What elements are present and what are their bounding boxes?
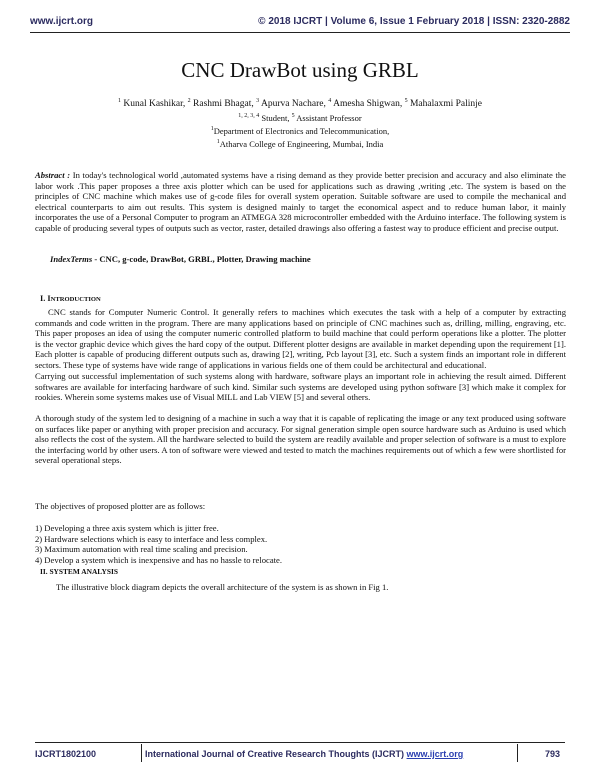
footer-divider bbox=[35, 742, 565, 743]
author-4-name: Amesha Shigwan, bbox=[333, 99, 403, 109]
objectives-intro: The objectives of proposed plotter are as follows: bbox=[35, 501, 206, 511]
author-4-sup: 4 bbox=[328, 97, 332, 104]
section-1-heading bbox=[40, 293, 101, 305]
roles-sup-a: 1, 2, 3, 4 bbox=[238, 113, 260, 120]
roles-text-b: Assistant Professor bbox=[294, 113, 362, 123]
roles-sup-b: 5 bbox=[291, 113, 295, 120]
intro-paragraph-3: A thorough study of the system led to designing of a machine in such a way that it is capable of replicating the image or any text produced using software on surfaces like paper or anything with proper precision and accuracy. For signal generation simple open source hardware such as Arduino is used which also reflects the cost of the system. All the hardware selected to build the system are readily available and proper selection of software is a must to explore the interfacing world by other users. A ton of software were viewed and tested to match the machines requirements out of which a few were shortlisted for several operational steps. bbox=[35, 413, 566, 466]
intro-paragraph-2: Carrying out successful implementation of such systems along with hardware, software plays an important role in achieving the result aimed. Different softwares are available for interfacing hardware of such kind. Similar such systems are developed using python software [3] which make it complex for rookies. Wherein some systems makes use of Visual MILL and Lab VIEW [5] and several others. bbox=[35, 371, 566, 403]
footer-journal-link[interactable]: www.ijcrt.org bbox=[406, 749, 464, 759]
author-2-sup: 2 bbox=[187, 97, 191, 104]
affiliation-college bbox=[0, 139, 600, 150]
roles-text-a: Student, bbox=[259, 113, 292, 123]
footer-paper-id: IJCRT1802100 bbox=[35, 749, 97, 759]
section-1-heading-rest: NTRODUCTION bbox=[50, 296, 101, 303]
footer-page-number: 793 bbox=[544, 749, 560, 759]
section-1-heading-cap: I bbox=[47, 294, 51, 303]
objective-item: 2) Hardware selections which is easy to interface and less complex. bbox=[35, 533, 268, 544]
intro-paragraph-1: CNC stands for Computer Numeric Control. It generally refers to machines which executes the task with a help of a computer by extracting commands and code written in the program. There are many applications based on principle of CNC machines such as, drilling, milling, engraving, etc. This paper proposes an idea of using the computer numeric controlled platform to build machine that could perform operations like a plotter. The plotter is the vector graphic device which gives the hard copy of the output. Different plotter designs are available in market depending upon the requirement [1]. Each plotter is capable of producing different outputs such as, drawing [2], writing, Pcb layout [3], etc. Such a system finds an important role in different sectors. These type of systems have wide range of applications in various fields one of them could be architectural and educational. bbox=[35, 307, 566, 370]
author-1-name: Kunal Kashikar, bbox=[123, 99, 186, 109]
header-citation: © 2018 IJCRT | Volume 6, Issue 1 February 2018 | ISSN: 2320-2882 bbox=[258, 16, 570, 27]
section-1-numeral: I. bbox=[40, 294, 48, 303]
system-analysis-paragraph: The illustrative block diagram depicts the overall architecture of the system is as shown in Fig 1. bbox=[56, 582, 389, 592]
objective-item: 1) Developing a three axis system which is jitter free. bbox=[35, 523, 219, 533]
department-sup: 1 bbox=[210, 126, 214, 133]
author-1-sup: 1 bbox=[118, 97, 121, 104]
college-text: Atharva College of Engineering, Mumbai, India bbox=[219, 139, 384, 149]
header-website[interactable]: www.ijcrt.org bbox=[30, 16, 93, 27]
author-3-name: Apurva Nachare, bbox=[260, 99, 326, 109]
author-5-name: Mahalaxmi Palinje bbox=[409, 99, 482, 109]
footer-journal bbox=[145, 748, 463, 760]
footer-journal-name: International Journal of Creative Research Thoughts (IJCRT) bbox=[145, 749, 407, 759]
author-roles bbox=[0, 113, 600, 124]
author-3-sup: 3 bbox=[256, 97, 260, 104]
abstract bbox=[35, 170, 566, 234]
index-terms bbox=[50, 254, 311, 265]
abstract-label: Abstract : bbox=[35, 170, 71, 180]
department-text: Department of Electronics and Telecommunication, bbox=[213, 126, 390, 136]
author-list bbox=[0, 98, 600, 110]
objective-item: 4) Develop a system which is inexpensive and has no hassle to relocate. bbox=[35, 554, 283, 565]
abstract-text: In today's technological world ,automated systems have a rising demand as they provide better precision and accuracy and also eliminate the labor work .This paper proposes a three axis plotter which can be used for applications such as drawing ,writing ,etc. The system is based on the principles of CNC machine which makes use of g-code files for overall system operation. Suitable software are used to compile the mechanical and electrical counterparts to aim out results. This system is designed mainly to target the economical aspect and to reduce human labor, it mainly incorporates the use of a Personal Computer to program an ATMEGA 328 microcontroller embedded with the Arduino interface. The following system is capable of producing several types of outputs such as vector, raster, detailed drawings also offering a fastest way to produce efficient and precise output. bbox=[35, 170, 566, 233]
objectives-list bbox=[35, 523, 282, 565]
author-2-name: Rashmi Bhagat, bbox=[193, 99, 254, 109]
affiliation-department bbox=[0, 126, 600, 137]
index-terms-label: IndexTerms bbox=[50, 254, 93, 264]
paper-title: CNC DrawBot using GRBL bbox=[181, 58, 419, 82]
author-5-sup: 5 bbox=[404, 97, 408, 104]
running-footer bbox=[35, 748, 565, 760]
section-2-heading: II. SYSTEM ANALYSIS bbox=[40, 567, 118, 576]
college-sup: 1 bbox=[216, 139, 220, 146]
header-divider bbox=[30, 32, 570, 33]
index-terms-text: - CNC, g-code, DrawBot, GRBL, Plotter, Drawing machine bbox=[92, 254, 311, 264]
running-header bbox=[30, 16, 570, 28]
objective-item: 3) Maximum automation with real time scaling and precision. bbox=[35, 544, 248, 555]
